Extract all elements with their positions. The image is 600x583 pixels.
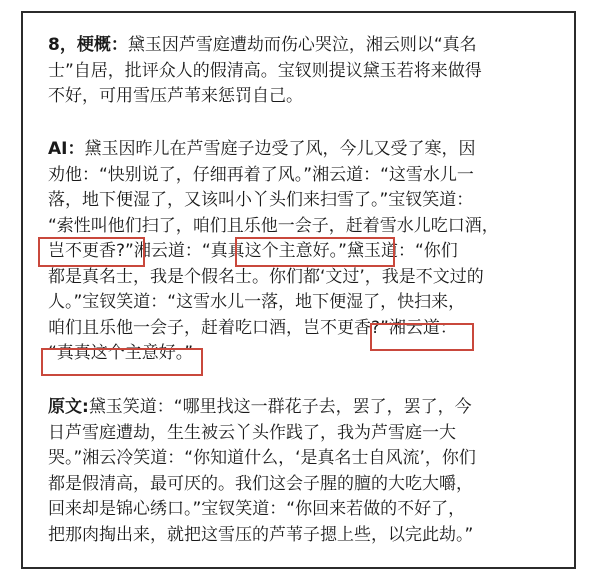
summary-line-1: 8，梗概：黛玉因芦雪庭遭劫而伤心哭泣，湘云则以“真名 xyxy=(48,35,477,55)
ai-label: AI： xyxy=(48,139,85,159)
summary-line-3: 不好，可用雪压芦苇来惩罚自己。 xyxy=(48,86,303,106)
document-frame xyxy=(21,11,576,569)
ai-line-9: “真真这个主意好。” xyxy=(48,343,194,363)
ai-line-6: 都是真名士，我是个假名士。你们都‘文过’，我是不文过的 xyxy=(48,266,484,287)
ai-line-7: 人。”宝钗笑道：“这雪水儿一落，地下便湿了，快扫来， xyxy=(48,292,466,312)
original-line-5: 回来却是锦心绣口。”宝钗笑道：“你回来若做的不好了， xyxy=(48,499,466,519)
ai-paragraph xyxy=(48,137,558,367)
original-line-4: 都是假清高，最可厌的。我们这会子腥的膻的大吃大嚼， xyxy=(48,473,473,494)
original-line-2: 日芦雪庭遭劫，生生被云丫头作践了，我为芦雪庭一大 xyxy=(48,422,456,443)
summary-paragraph xyxy=(48,33,558,110)
original-line-3: 哭。”湘云冷笑道：“你知道什么，‘是真名士自风流’，你们 xyxy=(48,448,476,468)
summary-label: 8，梗概： xyxy=(48,35,128,55)
ai-line-2: 劝他：“快别说了，仔细再着了风。”湘云道：“这雪水儿一 xyxy=(48,164,474,185)
ai-line-1: AI：黛玉因昨儿在芦雪庭子边受了风，今儿又受了寒，因 xyxy=(48,139,476,159)
original-label: 原文: xyxy=(48,397,89,417)
ai-line-3: 落，地下便湿了，又该叫小丫头们来扫雪了。”宝钗笑道： xyxy=(48,190,474,210)
ai-line-5: 岂不更香?”湘云道：“真真这个主意好。”黛玉道：“你们 xyxy=(48,241,458,261)
original-line-1: 原文:黛玉笑道：“哪里找这一群花子去，罢了，罢了，今 xyxy=(48,397,472,417)
original-line-6: 把那肉掏出来，就把这雪压的芦苇子摁上些，以完此劫。” xyxy=(48,524,474,545)
summary-line-2: 士”自居，批评众人的假清高。宝钗则提议黛玉若将来做得 xyxy=(48,60,482,81)
original-paragraph xyxy=(48,395,558,548)
ai-line-8: 咱们且乐他一会子，赶着吃口酒，岂不更香?”湘云道： xyxy=(48,317,457,338)
ai-line-4: “索性叫他们扫了，咱们且乐他一会子，赶着雪水儿吃口酒， xyxy=(48,215,499,236)
